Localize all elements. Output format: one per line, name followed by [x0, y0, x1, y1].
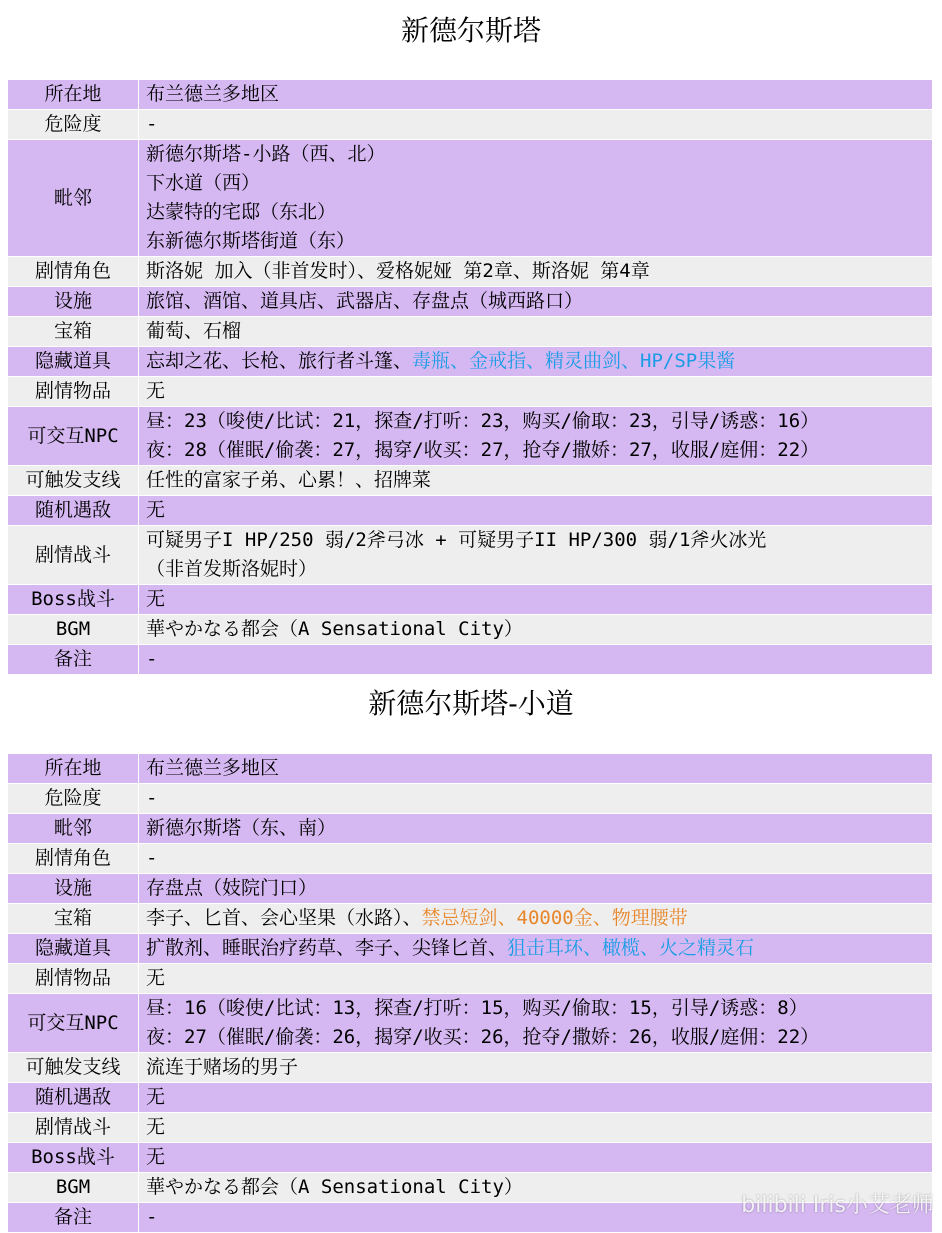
table-row [8, 80, 932, 110]
value-line: 东新德尔斯塔街道（东） [146, 230, 356, 252]
value-line: 夜：27（催眠/偷袭：26，揭穿/收买：26，抢夺/撒娇：26，收服/庭佣：22） [146, 1026, 820, 1048]
row-value: 无 [139, 1143, 932, 1173]
table-row [8, 1053, 932, 1083]
row-label: 可交互NPC [8, 407, 138, 466]
value-plain: 李子、匕首、会心坚果（水路）、 [146, 907, 422, 929]
row-value: 新德尔斯塔（东、南） [139, 814, 932, 844]
row-value: 葡萄、石榴 [139, 317, 932, 347]
watermark: bilibili Iris小艾老师 [741, 1193, 934, 1218]
row-label: 剧情角色 [8, 844, 138, 874]
row-label: Boss战斗 [8, 1143, 138, 1173]
table-row [8, 377, 932, 407]
table-row [8, 496, 932, 526]
table-row [8, 585, 932, 615]
row-label: 剧情战斗 [8, 526, 138, 585]
table-row [8, 317, 932, 347]
row-label: 可交互NPC [8, 994, 138, 1053]
section-title-2: 新德尔斯塔-小道 [368, 687, 574, 720]
table-row [8, 844, 932, 874]
value-highlight: 毒瓶、金戒指、精灵曲剑、HP/SP果酱 [412, 350, 736, 372]
value-plain: 忘却之花、长枪、旅行者斗篷、 [146, 350, 413, 372]
row-label: 毗邻 [8, 140, 138, 257]
row-value: 无 [139, 1113, 932, 1143]
table-row [8, 466, 932, 496]
table-row [8, 287, 932, 317]
row-value: 无 [139, 496, 932, 526]
row-label: 设施 [8, 287, 138, 317]
row-value: - [139, 1203, 932, 1233]
row-value: 華やかなる都会（A Sensational City） [139, 615, 932, 645]
row-label: 可触发支线 [8, 1053, 138, 1083]
row-value: - [139, 645, 932, 675]
row-label: 剧情物品 [8, 377, 138, 407]
row-label: 所在地 [8, 754, 138, 784]
table-row [8, 784, 932, 814]
row-label: 可触发支线 [8, 466, 138, 496]
row-value: 存盘点（妓院门口） [139, 874, 932, 904]
row-value: 旅馆、酒馆、道具店、武器店、存盘点（城西路口） [139, 287, 932, 317]
row-value: 无 [139, 377, 932, 407]
table-row [8, 645, 932, 675]
value-line: 可疑男子I HP/250 弱/2斧弓冰 + 可疑男子II HP/300 弱/1斧火冰光 [146, 529, 767, 551]
row-value [139, 347, 932, 377]
row-value [139, 140, 932, 257]
row-label: 备注 [8, 645, 138, 675]
row-value: 華やかなる都会（A Sensational City） [139, 1173, 932, 1203]
row-label: 所在地 [8, 80, 138, 110]
location-table-2 [8, 754, 932, 1233]
row-label: BGM [8, 615, 138, 645]
row-value [139, 407, 932, 466]
table-row [8, 904, 932, 934]
row-label: 毗邻 [8, 814, 138, 844]
row-label: Boss战斗 [8, 585, 138, 615]
row-label: 隐藏道具 [8, 347, 138, 377]
value-line: 昼：23（唆使/比试：21，探查/打听：23，购买/偷取：23，引导/诱惑：16） [146, 410, 820, 432]
table-row [8, 1083, 932, 1113]
section-title-1: 新德尔斯塔 [400, 14, 541, 47]
table-row [8, 1143, 932, 1173]
row-value: 任性的富家子弟、心累！、招牌菜 [139, 466, 932, 496]
table-row [8, 347, 932, 377]
row-value: 布兰德兰多地区 [139, 754, 932, 784]
value-line: 达蒙特的宅邸（东北） [146, 201, 337, 223]
table-row [8, 754, 932, 784]
row-label: 宝箱 [8, 904, 138, 934]
row-value [139, 994, 932, 1053]
row-value: 斯洛妮 加入（非首发时）、爱格妮娅 第2章、斯洛妮 第4章 [139, 257, 932, 287]
table-row [8, 526, 932, 585]
row-value: - [139, 110, 932, 140]
row-label: 备注 [8, 1203, 138, 1233]
value-plain: 扩散剂、睡眠治疗药草、李子、尖锋匕首、 [146, 937, 508, 959]
row-value: 布兰德兰多地区 [139, 80, 932, 110]
table-row [8, 140, 932, 257]
row-label: 剧情战斗 [8, 1113, 138, 1143]
value-line: 夜：28（催眠/偷袭：27，揭穿/收买：27，抢夺/撒娇：27，收服/庭佣：22） [146, 439, 820, 461]
location-table-1 [8, 80, 932, 675]
row-label: 危险度 [8, 110, 138, 140]
value-highlight: 狙击耳环、橄榄、火之精灵石 [507, 937, 755, 959]
row-value [139, 904, 932, 934]
table-row [8, 1113, 932, 1143]
table-row [8, 874, 932, 904]
table-row [8, 257, 932, 287]
row-label: 剧情角色 [8, 257, 138, 287]
row-value: - [139, 844, 932, 874]
row-label: BGM [8, 1173, 138, 1203]
table-row [8, 994, 932, 1053]
row-label: 随机遇敌 [8, 496, 138, 526]
table-row [8, 814, 932, 844]
row-label: 隐藏道具 [8, 934, 138, 964]
row-label: 危险度 [8, 784, 138, 814]
value-line: （非首发斯洛妮时） [146, 558, 318, 580]
row-value [139, 526, 932, 585]
row-value: - [139, 784, 932, 814]
table-row [8, 934, 932, 964]
value-highlight: 禁忌短剑、40000金、物理腰带 [421, 907, 688, 929]
value-line: 新德尔斯塔-小路（西、北） [146, 143, 386, 165]
row-value: 无 [139, 964, 932, 994]
value-line: 下水道（西） [146, 172, 261, 194]
table-row [8, 615, 932, 645]
row-value [139, 934, 932, 964]
row-value: 无 [139, 585, 932, 615]
row-label: 设施 [8, 874, 138, 904]
row-value: 无 [139, 1083, 932, 1113]
row-label: 宝箱 [8, 317, 138, 347]
table-row [8, 964, 932, 994]
row-label: 剧情物品 [8, 964, 138, 994]
table-row [8, 407, 932, 466]
table-row [8, 110, 932, 140]
row-value: 流连于赌场的男子 [139, 1053, 932, 1083]
value-line: 昼：16（唆使/比试：13，探查/打听：15，购买/偷取：15，引导/诱惑：8） [146, 997, 808, 1019]
row-label: 随机遇敌 [8, 1083, 138, 1113]
